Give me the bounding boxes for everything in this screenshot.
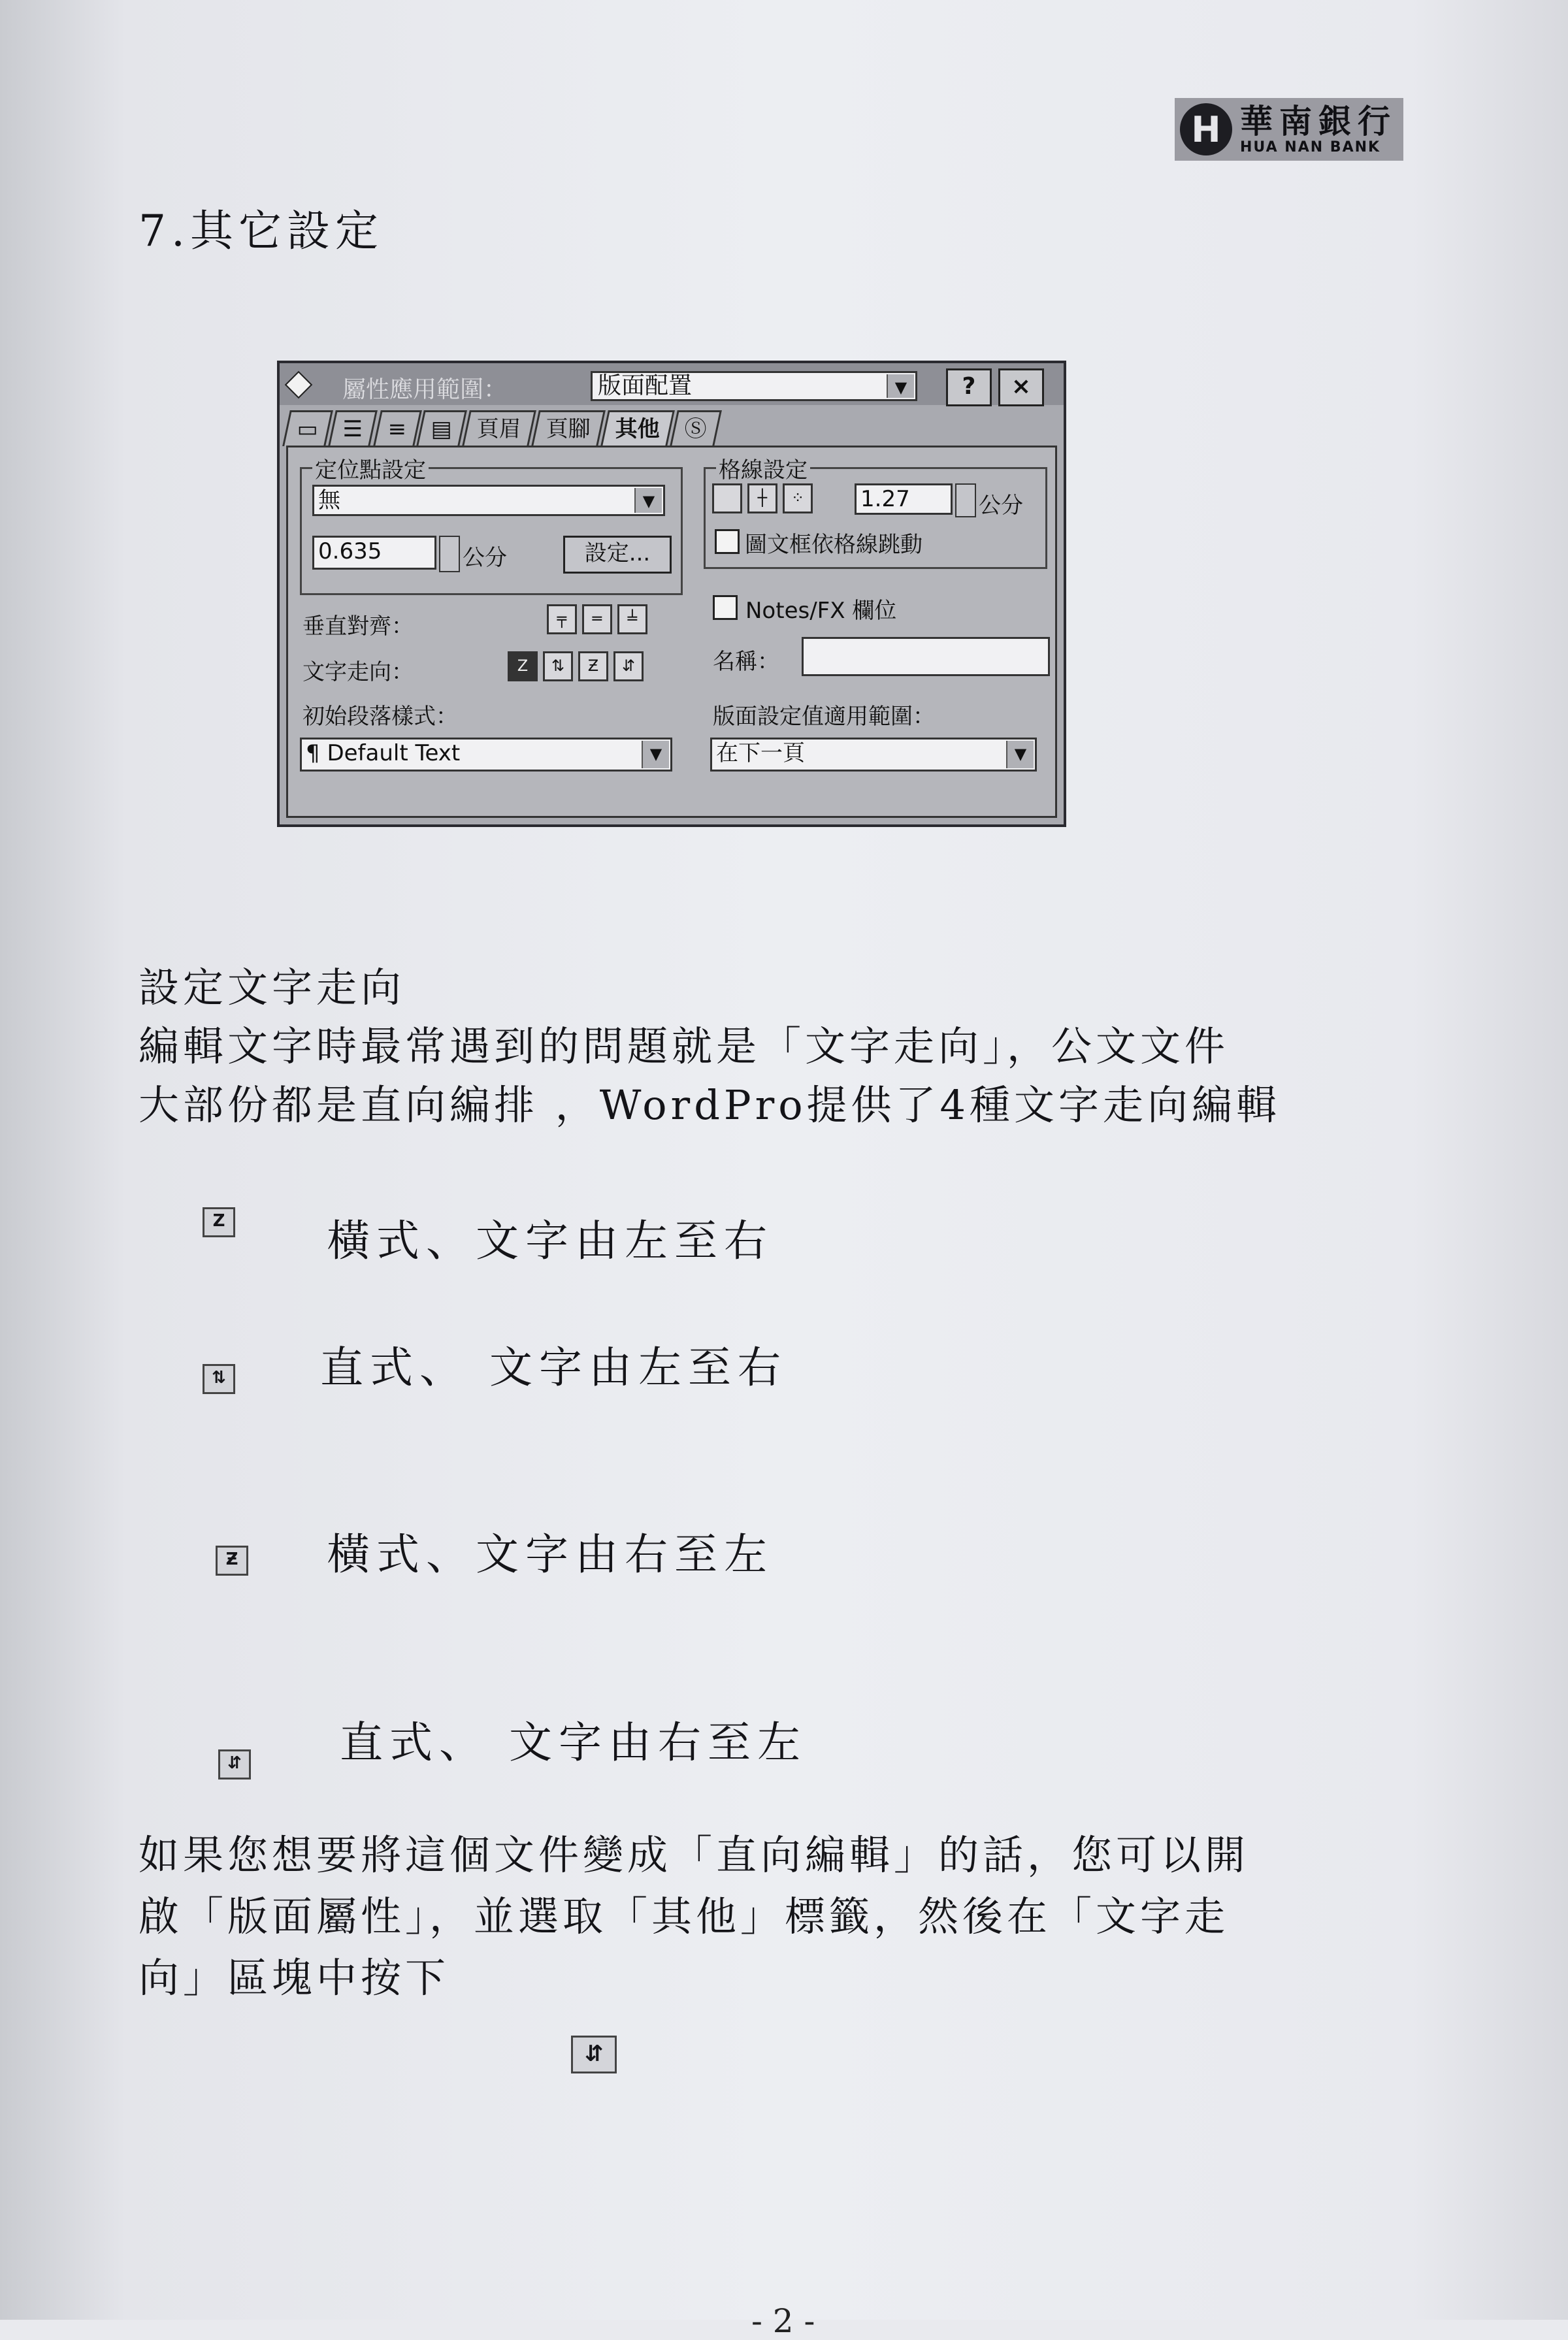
vertical-rtl-icon[interactable]: ⇵ xyxy=(613,651,644,681)
grid-none-icon[interactable] xyxy=(712,483,742,513)
direction-item-3: 橫式、文字由右至左 xyxy=(327,1529,774,1580)
notes-checkbox[interactable] xyxy=(713,595,738,620)
direction-item-2: 直式、 文字由左至右 xyxy=(320,1342,787,1393)
intro-line-2: 大部份都是直向編排 ，WordPro提供了4種文字走向編輯 xyxy=(139,1081,1281,1129)
tab-other[interactable]: 其他 xyxy=(600,410,675,446)
grid-dots-icon[interactable]: ⁘ xyxy=(783,483,813,513)
initial-style-label: 初始段落樣式： xyxy=(302,704,458,730)
dialog-body xyxy=(286,446,1057,818)
grid-group-title: 格線設定 xyxy=(716,452,810,484)
tab-page-size[interactable] xyxy=(282,410,333,446)
anchor-select[interactable] xyxy=(312,485,665,516)
outro-line-1: 如果您想要將這個文件變成「直向編輯」的話，您可以開 xyxy=(139,1831,1250,1879)
anchor-group xyxy=(300,457,683,595)
anchor-group-title: 定位點設定 xyxy=(312,452,429,484)
page-properties-dialog xyxy=(277,361,1066,827)
tab-header[interactable]: 頁眉 xyxy=(462,410,536,446)
chevron-down-icon[interactable]: ▼ xyxy=(634,488,662,513)
horizontal-rtl-icon[interactable]: Ƶ xyxy=(578,651,608,681)
tab-margins[interactable] xyxy=(328,410,378,446)
anchor-unit-label: 公分 xyxy=(463,545,507,571)
apply-range-label: 版面設定值適用範圍： xyxy=(713,704,935,730)
grid-lines-icon[interactable]: ┼ xyxy=(747,483,777,513)
subsection-title: 設定文字走向 xyxy=(139,964,406,1011)
bank-logo xyxy=(1175,98,1403,161)
notes-checkbox-label: Notes/FX 欄位 xyxy=(745,598,897,624)
styles-icon: Ⓢ xyxy=(684,416,707,442)
intro-line-1: 編輯文字時最常遇到的問題就是「文字走向」，公文文件 xyxy=(139,1022,1230,1070)
outro-line-3: 向」區塊中按下 xyxy=(139,1954,450,2002)
chevron-down-icon[interactable]: ▼ xyxy=(1006,741,1034,768)
bank-logo-mark: H xyxy=(1180,103,1232,155)
margins-icon: ☰ xyxy=(342,416,363,442)
vertical-align-buttons xyxy=(547,604,653,634)
columns-icon: ▤ xyxy=(431,416,452,442)
vertical-ltr-icon[interactable]: ⇅ xyxy=(543,651,573,681)
chevron-down-icon[interactable]: ▼ xyxy=(887,374,914,398)
vertical-rtl-icon: ⇵ xyxy=(571,2036,617,2073)
grid-snap-label: 圖文框依格線跳動 xyxy=(745,532,923,558)
initial-style-value: ¶ Default Text xyxy=(306,740,461,766)
set-button[interactable]: 設定... xyxy=(563,536,672,574)
dialog-tabs xyxy=(286,410,1057,447)
spinner-icon[interactable] xyxy=(955,483,976,517)
close-button[interactable]: × xyxy=(998,368,1044,406)
tab-lines[interactable] xyxy=(373,410,421,446)
horizontal-ltr-icon[interactable]: Z xyxy=(508,651,538,681)
outro-line-2: 啟「版面屬性」，並選取「其他」標籤，然後在「文字走 xyxy=(139,1893,1230,1940)
vertical-align-label: 垂直對齊： xyxy=(302,613,414,640)
horizontal-rtl-icon: Ƶ xyxy=(216,1546,248,1576)
text-direction-label: 文字走向： xyxy=(302,659,414,685)
spinner-icon[interactable] xyxy=(439,536,460,572)
direction-item-4: 直式、 文字由右至左 xyxy=(340,1717,807,1768)
anchor-select-value: 無 xyxy=(318,487,340,513)
page-number: - 2 - xyxy=(751,2302,815,2340)
name-label: 名稱： xyxy=(713,649,779,675)
align-middle-icon[interactable]: ═ xyxy=(582,604,612,634)
chevron-down-icon[interactable]: ▼ xyxy=(642,741,669,768)
dialog-title-bar xyxy=(280,363,1064,405)
tab-footer[interactable]: 頁腳 xyxy=(531,410,606,446)
scope-select[interactable] xyxy=(591,371,917,401)
scope-label: 屬性應用範圍： xyxy=(342,376,508,403)
vertical-ltr-icon: ⇅ xyxy=(203,1364,235,1394)
page-icon: ▭ xyxy=(297,416,318,442)
text-direction-buttons xyxy=(508,651,649,681)
grid-snap-checkbox[interactable] xyxy=(715,529,740,554)
initial-style-select[interactable] xyxy=(300,738,672,772)
name-field[interactable] xyxy=(802,637,1050,676)
grid-group xyxy=(704,457,1047,569)
apply-range-value: 在下一頁 xyxy=(716,740,805,766)
bank-name-en: HUA NAN BANK xyxy=(1240,138,1381,155)
bank-name-cn: 華南銀行 xyxy=(1240,101,1397,140)
lines-icon: ≡ xyxy=(387,416,406,442)
tab-columns[interactable] xyxy=(416,410,467,446)
align-bottom-icon[interactable]: ╧ xyxy=(617,604,647,634)
apply-range-select[interactable] xyxy=(710,738,1037,772)
scope-select-value: 版面配置 xyxy=(598,372,693,399)
anchor-number-field[interactable]: 0.635 xyxy=(312,536,436,570)
diamond-icon xyxy=(285,371,313,399)
align-top-icon[interactable]: ╤ xyxy=(547,604,577,634)
grid-unit-label: 公分 xyxy=(979,493,1023,519)
tab-styles[interactable] xyxy=(670,410,722,446)
help-button[interactable]: ? xyxy=(946,368,992,406)
grid-style-buttons xyxy=(712,483,818,513)
grid-number-field[interactable]: 1.27 xyxy=(855,483,953,515)
horizontal-ltr-icon: Z xyxy=(203,1207,235,1237)
section-heading: 7.其它設定 xyxy=(139,206,384,256)
direction-item-1: 橫式、文字由左至右 xyxy=(327,1216,774,1266)
vertical-rtl-icon: ⇵ xyxy=(218,1749,251,1779)
